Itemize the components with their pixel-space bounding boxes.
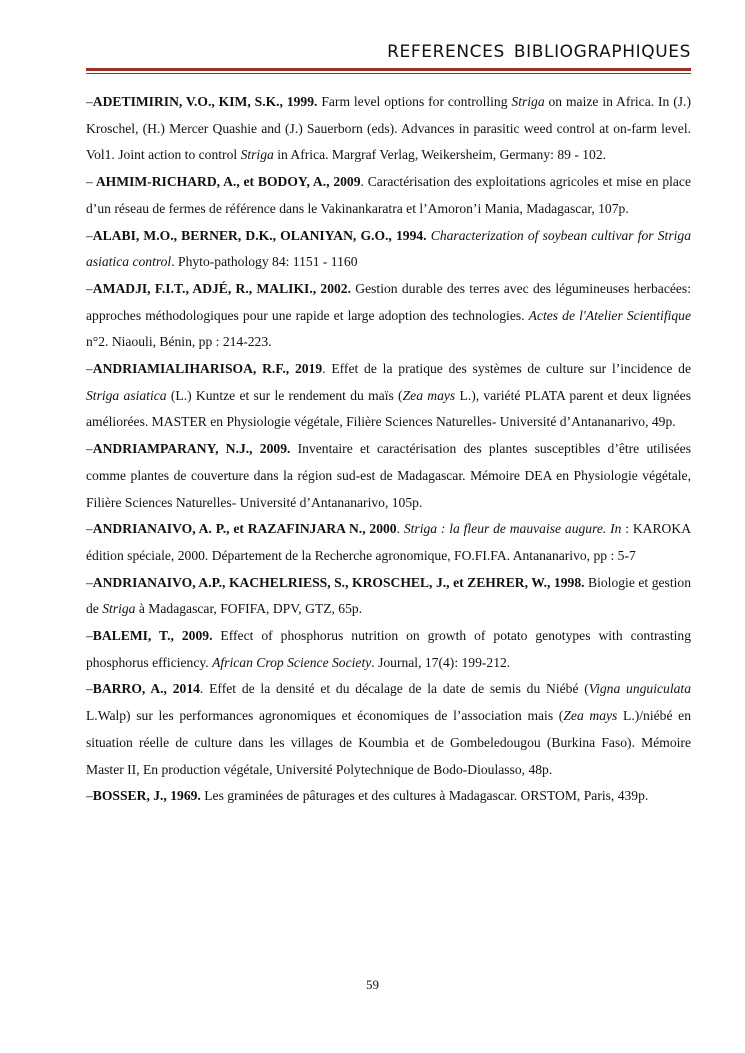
- reference-entry: [86, 623, 691, 676]
- reference-entry: [86, 89, 691, 169]
- reference-text: (L.) Kuntze et sur le rendement du maïs (: [166, 387, 403, 403]
- reference-text: Farm level options for controlling: [317, 94, 512, 109]
- reference-bullet: –: [86, 94, 93, 109]
- reference-entry: [86, 276, 691, 356]
- reference-text: L.), variété PLATA parent et deux lignées améliorées. MASTER en Physiologie végétale, Filière Sciences Naturelles- Université d’Antananarivo, 49p.: [86, 387, 691, 430]
- page-header-title: REFERENCES BIBLIOGRAPHIQUES: [387, 42, 691, 62]
- reference-text: on maize in Africa. In (J.) Kroschel, (H.) Mercer Quashie and (J.) Sauerborn (eds). Advances in parasitic weed control at on-farm level. Vol1. Joint action to control: [86, 94, 691, 163]
- reference-bullet: –: [86, 361, 93, 377]
- reference-list: [86, 89, 691, 810]
- reference-entry: [86, 783, 691, 810]
- reference-entry: [86, 516, 691, 569]
- reference-text: Effect of phosphorus nutrition on growth of potato genotypes with contrasting phosphorus efficiency.: [86, 628, 691, 670]
- reference-italic-text: Zea mays: [402, 387, 456, 403]
- reference-italic-text: Vigna unguiculata: [588, 681, 691, 697]
- reference-italic-text: Characterization of soybean cultivar for Striga asiatica control: [86, 227, 691, 270]
- reference-text: .: [396, 521, 404, 537]
- header-rule-thin: [86, 73, 691, 74]
- reference-entry: [86, 436, 691, 516]
- reference-entry: [86, 223, 691, 276]
- reference-text: Inventaire et caractérisation des plantes susceptibles d’être utilisées comme plantes de couverture dans la région sud-est de Madagascar. Mémoire DEA en Physiologie végétale, Filière Sciences Naturelles- Université d’Antananarivo, 105p.: [86, 441, 691, 510]
- reference-text: . Journal, 17(4): 199-212.: [371, 654, 511, 670]
- reference-bullet: –: [86, 574, 93, 590]
- reference-authors: ADETIMIRIN, V.O., KIM, S.K., 1999.: [92, 94, 318, 109]
- reference-italic-text: Zea mays: [563, 708, 618, 724]
- reference-authors: BOSSER, J., 1969.: [92, 788, 201, 804]
- reference-text: L.)/niébé en situation réelle de culture dans les villages de Koumbia et de Gombeledougou (Burkina Faso). Mémoire Master II, En production végétale, Université Polytechnique de Bodo-Dioulasso, 48p.: [86, 708, 691, 777]
- reference-bullet: –: [86, 628, 93, 644]
- reference-text: n°2. Niaouli, Bénin, pp : 214-223.: [86, 334, 272, 350]
- reference-italic-text: Striga asiatica: [86, 387, 167, 403]
- reference-authors: BARRO, A., 2014: [92, 681, 200, 697]
- page-number: 59: [366, 977, 379, 992]
- reference-text: Les graminées de pâturages et des cultures à Madagascar. ORSTOM, Paris, 439p.: [200, 788, 649, 804]
- reference-italic-text: Striga: [102, 601, 136, 617]
- reference-text: Biologie et gestion de: [86, 574, 691, 617]
- header-rule-thick: [86, 68, 691, 71]
- reference-authors: ANDRIANAIVO, A. P., et RAZAFINJARA N., 2000: [92, 521, 397, 537]
- reference-authors: BALEMI, T., 2009.: [92, 628, 213, 644]
- reference-authors: ANDRIAMPARANY, N.J., 2009.: [92, 441, 291, 457]
- reference-italic-text: Striga : la fleur de mauvaise augure. In: [403, 521, 622, 537]
- reference-bullet: –: [86, 280, 93, 296]
- reference-bullet: –: [86, 788, 93, 804]
- reference-authors: ANDRIANAIVO, A.P., KACHELRIESS, S., KROSCHEL, J., et ZEHRER, W., 1998.: [92, 574, 585, 590]
- reference-entry: [86, 570, 691, 623]
- reference-authors: ANDRIAMIALIHARISOA, R.F., 2019: [92, 361, 323, 377]
- reference-italic-text: Actes de l'Atelier Scientifique: [528, 307, 692, 323]
- reference-bullet: –: [86, 174, 93, 190]
- reference-text: à Madagascar, FOFIFA, DPV, GTZ, 65p.: [135, 601, 363, 617]
- reference-text: . Phyto-pathology 84: 1151 - 1160: [171, 254, 358, 270]
- reference-bullet: –: [86, 441, 93, 457]
- reference-authors: ALABI, M.O., BERNER, D.K., OLANIYAN, G.O., 1994.: [92, 227, 427, 243]
- reference-entry: [86, 169, 691, 222]
- reference-text: : KAROKA édition spéciale, 2000. Département de la Recherche agronomique, FO.FI.FA. Antananarivo, pp : 5-7: [86, 521, 692, 563]
- reference-entry: [86, 676, 691, 783]
- reference-authors: AHMIM-RICHARD, A., et BODOY, A., 2009: [92, 174, 361, 190]
- reference-italic-text: Striga: [240, 147, 274, 163]
- reference-bullet: –: [86, 521, 93, 537]
- reference-italic-text: African Crop Science Society: [212, 654, 372, 670]
- reference-text: in Africa. Margraf Verlag, Weikersheim, Germany: 89 - 102.: [273, 147, 607, 163]
- reference-text: Gestion durable des terres avec des légumineuses herbacées: approches méthodologiques pour une rapide et large adoption des technologies.: [86, 280, 691, 323]
- reference-text: . Caractérisation des exploitations agricoles et mise en place d’un réseau de fermes de référence dans le Vakinankaratra et l’Amoron’i Mania, Madagascar, 107p.: [86, 174, 691, 216]
- reference-bullet: –: [86, 681, 93, 697]
- reference-text: . Effet de la densité et du décalage de la date de semis du Niébé (: [199, 681, 589, 697]
- reference-text: . Effet de la pratique des systèmes de culture sur l’incidence de: [322, 361, 691, 377]
- reference-italic-text: Striga: [511, 94, 545, 109]
- reference-text: L.Walp) sur les performances agronomiques et économiques de l’association mais (: [86, 708, 564, 724]
- reference-entry: [86, 356, 691, 436]
- reference-bullet: –: [86, 227, 93, 243]
- reference-authors: AMADJI, F.I.T., ADJÉ, R., MALIKI., 2002.: [92, 280, 351, 296]
